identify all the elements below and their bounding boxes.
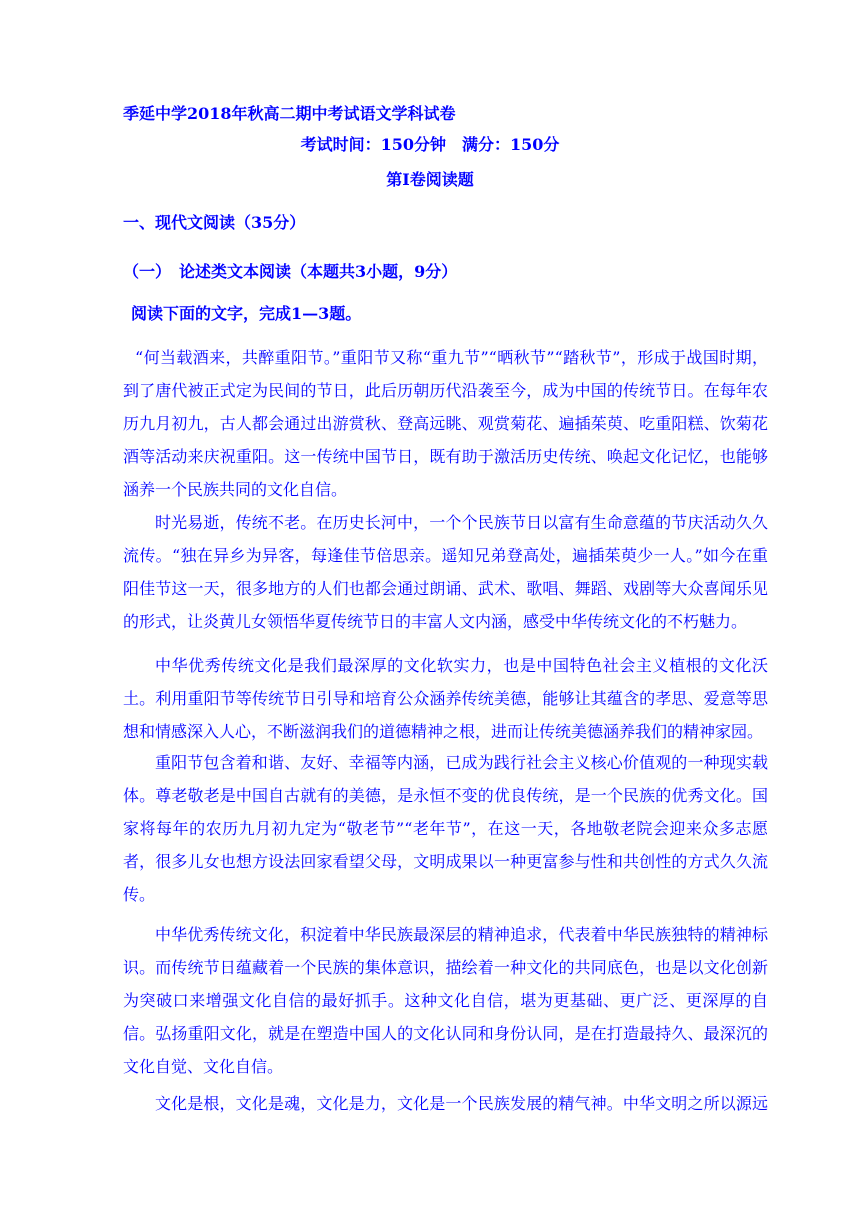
exam-title: 季延中学2018年秋高二期中考试语文学科试卷	[123, 104, 456, 123]
section-heading: 一、现代文阅读（35分）	[123, 213, 306, 232]
passage-paragraph-6: 文化是根，文化是魂，文化是力，文化是一个民族发展的精气神。中华文明之所以源远	[155, 1094, 768, 1113]
subsection-heading: （一） 论述类文本阅读（本题共3小题，9分）	[123, 262, 458, 281]
exam-info: 考试时间：150分钟 满分：150分	[300, 135, 560, 154]
passage-paragraph-4: 重阳节包含着和谐、友好、幸福等内涵，已成为践行社会主义核心价值观的一种现实载体。尊老敬老是中国自古就有的美德，是永恒不变的优良传统，是一个民族的优秀文化。国家将每年的农历九月初九定为“敬老节”“老年节”，在这一天，各地敬老院会迎来众多志愿者，很多儿女也想方设法回家看望父母，文明成果以一种更富参与性和共创性的方式久久流传。	[123, 753, 768, 904]
passage-paragraph-2: 时光易逝，传统不老。在历史长河中，一个个民族节日以富有生命意蕴的节庆活动久久流传。“独在异乡为异客，每逢佳节倍思亲。遥知兄弟登高处，遍插茱萸少一人。”如今在重阳佳节这一天，很多地方的人们也都会通过朗诵、武术、歌唱、舞蹈、戏剧等大众喜闻乐见的形式，让炎黄儿女领悟华夏传统节日的丰富人文内涵，感受中华传统文化的不朽魅力。	[123, 513, 768, 631]
passage-paragraph-3: 中华优秀传统文化是我们最深厚的文化软实力，也是中国特色社会主义植根的文化沃土。利用重阳节等传统节日引导和培育公众涵养传统美德，能够让其蕴含的孝思、爱意等思想和情感深入人心，不断滋润我们的道德精神之根，进而让传统美德涵养我们的精神家园。	[123, 656, 768, 741]
volume-title: 第Ⅰ卷阅读题	[386, 170, 474, 189]
passage-paragraph-5: 中华优秀传统文化，积淀着中华民族最深层的精神追求，代表着中华民族独特的精神标识。而传统节日蕴藏着一个民族的集体意识，描绘着一种文化的共同底色，也是以文化创新为突破口来增强文化自信的最好抓手。这种文化自信，堪为更基础、更广泛、更深厚的自信。弘扬重阳文化，就是在塑造中国人的文化认同和身份认同，是在打造最持久、最深沉的文化自觉、文化自信。	[123, 925, 768, 1076]
passage-paragraph-1: “何当载酒来，共醉重阳节。”重阳节又称“重九节”“晒秋节”“踏秋节”，形成于战国时期，到了唐代被正式定为民间的节日，此后历朝历代沿袭至今，成为中国的传统节日。在每年农历九月初九，古人都会通过出游赏秋、登高远眺、观赏菊花、遍插茱萸、吃重阳糕、饮菊花酒等活动来庆祝重阳。这一传统中国节日，既有助于激活历史传统、唤起文化记忆，也能够涵养一个民族共同的文化自信。	[123, 348, 768, 499]
reading-instruction: 阅读下面的文字，完成1—3题。	[131, 304, 362, 323]
